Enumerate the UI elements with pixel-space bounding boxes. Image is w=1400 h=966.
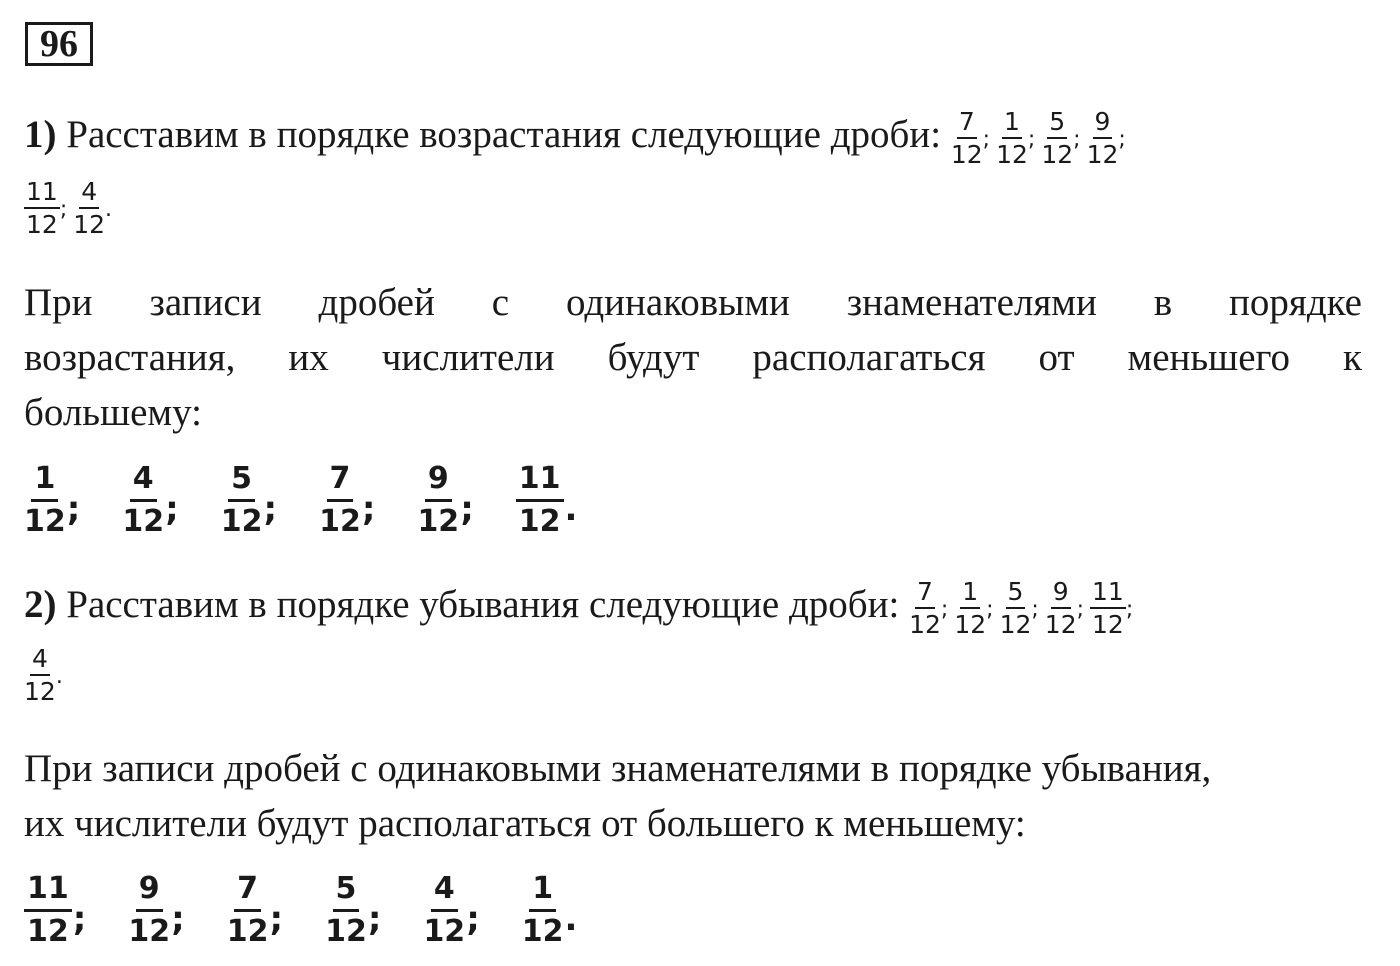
part1-result-row [24,462,619,539]
fraction [24,178,60,238]
result-item [24,462,80,539]
result-item [122,462,178,539]
fraction-numerator: 7 [915,578,935,609]
fraction-numerator: 11 [1090,578,1126,609]
result-item [128,872,184,949]
fraction-denominator: 12 [73,210,106,239]
part1-label: 1) [24,112,57,156]
part2-fractions-rest [24,645,69,705]
fraction-denominator: 12 [1086,140,1119,169]
fraction [996,108,1028,168]
part1-intro-text: Расставим в порядке возрастания следующие дроби: [66,112,942,156]
result-numerator: 4 [431,872,458,912]
fraction-denominator: 12 [1044,610,1077,639]
fraction [1087,108,1119,168]
fraction-denominator: 12 [950,140,983,169]
result-denominator: 12 [226,914,269,949]
result-item [24,872,86,949]
result-fraction [122,462,164,539]
result-item [227,872,283,949]
fraction [954,578,986,638]
result-item [325,872,381,949]
result-numerator: 5 [333,872,360,912]
fraction-numerator: 11 [24,178,60,209]
fraction-separator: ; [59,197,68,222]
fraction-denominator: 12 [1041,140,1074,169]
result-denominator: 12 [521,914,564,949]
fraction [1000,578,1032,638]
result-item [522,872,578,949]
result-separator: ; [269,898,284,939]
task-number: 96 [40,23,78,65]
fraction-numerator: 1 [1002,108,1022,139]
fraction-separator: . [105,197,113,222]
part2-intro-text: Расставим в порядке убывания следующие дроби: [66,582,900,626]
fraction-separator: ; [1031,597,1039,622]
fraction-separator: ; [986,597,994,622]
fraction-numerator: 7 [957,108,977,139]
result-fraction [423,872,465,949]
result-denominator: 12 [325,914,367,949]
result-fraction [319,462,361,539]
fraction [1041,108,1073,168]
fraction-denominator: 12 [999,610,1032,639]
result-item [423,872,479,949]
result-numerator: 11 [516,462,564,502]
result-separator: ; [263,488,278,529]
fraction-denominator: 12 [26,210,58,239]
result-denominator: 12 [27,914,69,949]
result-fraction [24,872,72,949]
fraction-separator: ; [940,597,949,622]
result-numerator: 1 [31,462,58,502]
result-separator: . [564,898,578,939]
result-numerator: 4 [130,462,157,502]
part1-explanation-l1: При записи дробей с одинаковыми знаменателями в порядке [24,281,1362,324]
result-fraction [128,872,170,949]
result-separator: ; [460,488,474,529]
result-denominator: 12 [518,504,561,539]
result-item [417,462,473,539]
result-separator: ; [72,898,87,939]
result-separator: . [564,488,578,529]
result-fraction [227,872,269,949]
fraction-denominator: 12 [996,140,1028,169]
fraction-separator: ; [982,127,991,152]
fraction [73,178,105,238]
result-fraction [417,462,459,539]
result-fraction [325,872,367,949]
result-item [319,462,375,539]
result-numerator: 9 [425,462,452,502]
result-separator: ; [171,898,185,939]
result-numerator: 1 [529,872,556,912]
result-numerator: 7 [327,462,354,502]
part2-explanation-l1: При записи дробей с одинаковыми знаменателями в порядке убывания, [24,747,1212,790]
part2-explanation-l2: их числители будут располагаться от большего к меньшему: [24,802,1026,845]
fraction-numerator: 4 [30,645,50,676]
fraction-numerator: 9 [1093,108,1113,139]
part1-fractions-cont [24,178,118,238]
part1-explanation-l2: возрастания, их числители будут располагаться от меньшего к [24,336,1362,379]
result-separator: ; [66,488,81,529]
result-item [516,462,578,539]
result-numerator: 9 [136,872,163,912]
result-denominator: 12 [423,914,466,949]
result-separator: ; [165,488,179,529]
result-numerator: 11 [24,872,72,912]
fraction-denominator: 12 [909,610,941,639]
part2-result-row [24,872,619,949]
result-denominator: 12 [319,504,361,539]
fraction-separator: . [55,664,63,689]
fraction [24,645,56,705]
result-separator: ; [361,488,376,529]
fraction-separator: ; [1076,597,1085,622]
part1-explanation-l3: большему: [24,391,202,434]
part2-fractions-first [909,578,1139,638]
fraction-denominator: 12 [1092,610,1124,639]
part1-fractions-rest [24,178,118,238]
fraction-separator: ; [1073,127,1081,152]
fraction [951,108,983,168]
result-denominator: 12 [128,914,171,949]
result-numerator: 7 [234,872,261,912]
fraction-numerator: 4 [79,178,99,209]
result-item [221,462,277,539]
result-separator: ; [466,898,480,939]
part1-fractions-first [951,108,1132,168]
result-numerator: 5 [228,462,255,502]
result-fraction [24,462,66,539]
result-fraction [516,462,564,539]
fraction-separator: ; [1118,127,1126,152]
result-denominator: 12 [220,504,263,539]
fraction-numerator: 1 [960,578,980,609]
fraction-denominator: 12 [954,610,987,639]
fraction [909,578,941,638]
result-fraction [221,462,263,539]
fraction-separator: ; [1125,597,1134,622]
part2-label: 2) [24,582,57,626]
fraction-numerator: 5 [1006,578,1026,609]
task-number-box [25,22,93,66]
part1-intro-line [24,108,1132,168]
fraction [1090,578,1126,638]
fraction-separator: ; [1027,127,1036,152]
result-denominator: 12 [417,504,460,539]
fraction-denominator: 12 [24,677,56,706]
result-denominator: 12 [122,504,165,539]
part2-fractions-cont [24,645,69,705]
fraction-numerator: 9 [1051,578,1071,609]
result-fraction [522,872,564,949]
part2-intro-line [24,578,1139,638]
fraction [1045,578,1077,638]
fraction-numerator: 5 [1047,108,1067,139]
result-separator: ; [367,898,382,939]
result-denominator: 12 [24,504,66,539]
